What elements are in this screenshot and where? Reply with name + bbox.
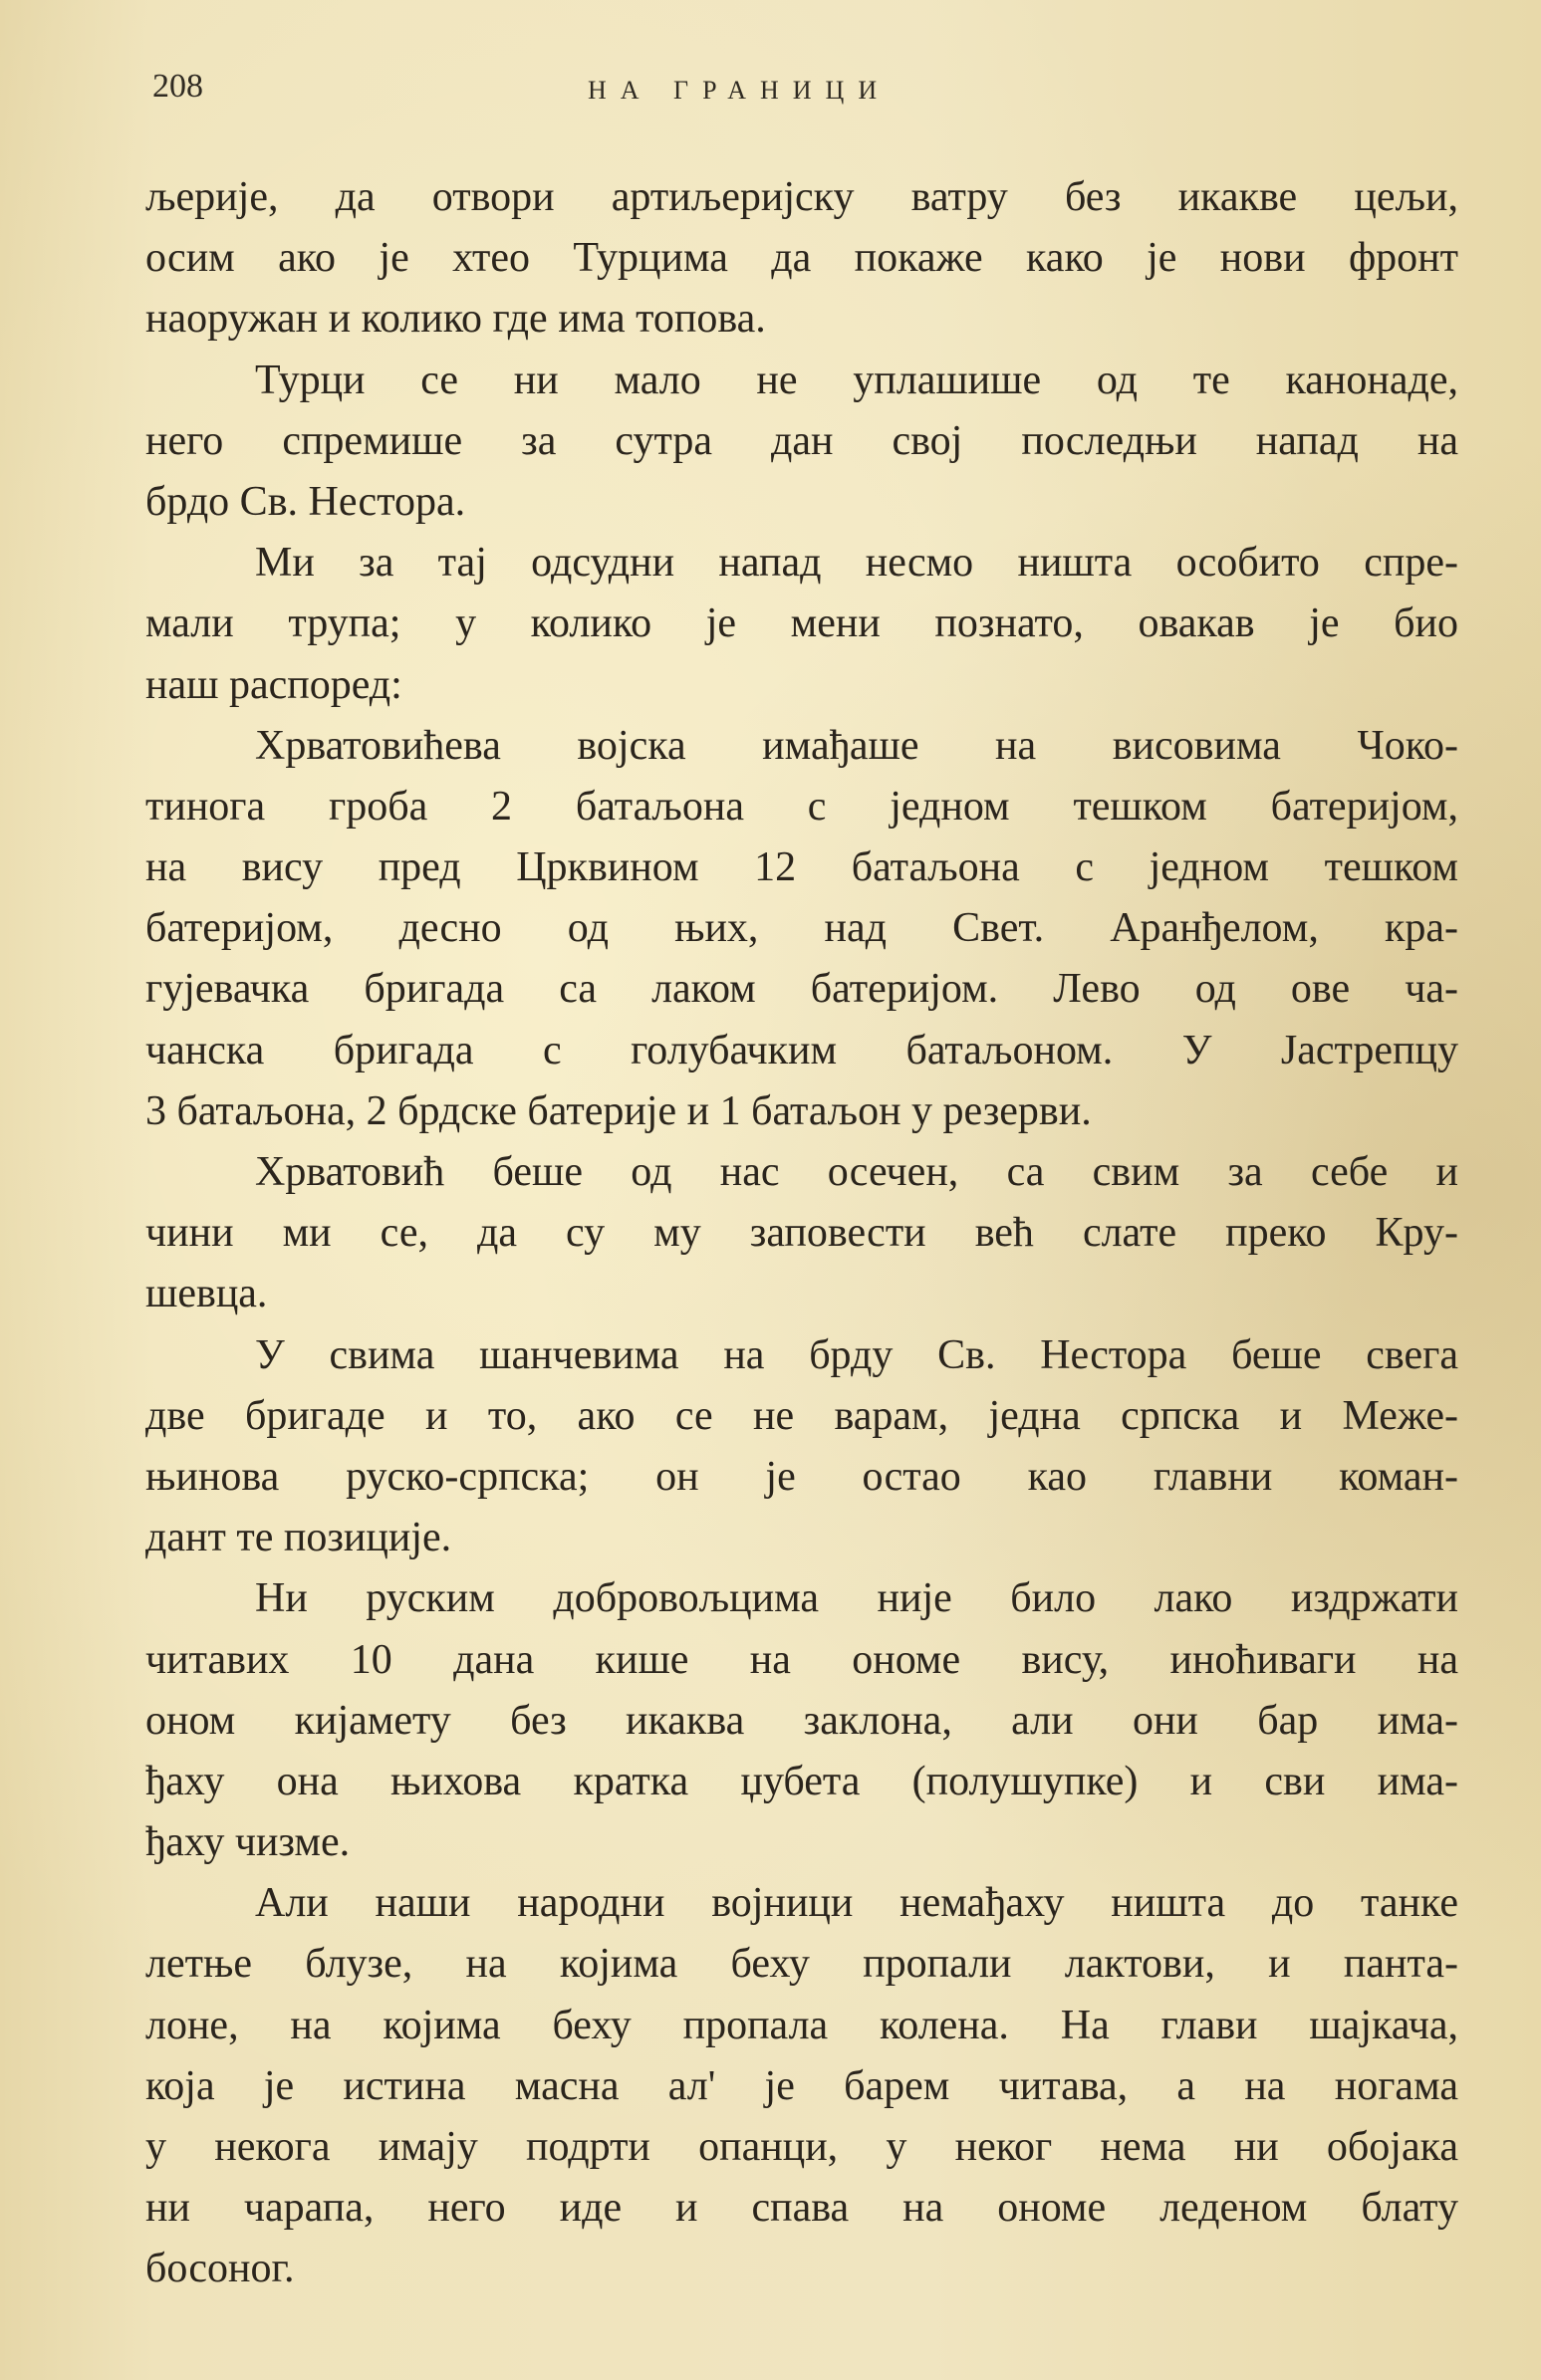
text-line: оном кијамету без икаква заклона, али они бар има- xyxy=(145,1697,1458,1744)
text-line: брдо Св. Нестора. xyxy=(145,478,466,525)
text-line: мали трупа; у колико је мени познато, овакав је био xyxy=(145,600,1458,647)
text-line: шевца. xyxy=(145,1271,268,1317)
text-line: него спремише за сутра дан свој последњи напад на xyxy=(145,417,1458,464)
text-line: ни чарапа, него иде и спава на ономе леденом блату xyxy=(145,2185,1458,2232)
text-line: љерије, да отвори артиљеријску ватру без икакве цељи, xyxy=(145,174,1458,220)
text-line: Ни руским добровољцима није било лако издржати xyxy=(255,1575,1458,1622)
page-number: 208 xyxy=(152,68,203,105)
text-line: чини ми се, да су му заповести већ слате преко Кру- xyxy=(145,1210,1458,1257)
text-line: ђаху чизме. xyxy=(145,1819,351,1866)
text-line: чанска бригада с голубачким батаљоном. У Јастрепцу xyxy=(145,1027,1458,1073)
text-line: лоне, на којима беху пропала колена. На глави шајкача, xyxy=(145,2002,1458,2048)
paragraph xyxy=(145,1568,1458,1873)
text-line: батеријом, десно од њих, над Свет. Аранђелом, кра- xyxy=(145,905,1458,952)
text-line: 3 батаљона, 2 брдске батерије и 1 батаљон у резерви. xyxy=(145,1087,1092,1134)
page-header xyxy=(149,62,1444,121)
text-line: наш распоред: xyxy=(145,661,402,708)
text-line: наоружан и колико где има топова. xyxy=(145,296,766,343)
paragraph xyxy=(145,533,1458,716)
text-line: читавих 10 дана кише на ономе вису, иноћиваги на xyxy=(145,1636,1458,1683)
paragraph xyxy=(145,1142,1458,1325)
text-line: у некога имају подрти опанци, у неког нема ни обојака xyxy=(145,2124,1458,2170)
text-line: две бригаде и то, ако се не варам, једна српска и Меже- xyxy=(145,1392,1458,1439)
text-line: босоног. xyxy=(145,2246,295,2292)
paragraph xyxy=(145,351,1458,534)
text-line: која је истина масна ал' је барем читава, а на ногама xyxy=(145,2062,1458,2109)
text-line: осим ако је хтео Турцима да покаже како је нови фронт xyxy=(145,235,1458,282)
text-line: У свима шанчевима на брду Св. Нестора беше свега xyxy=(255,1331,1458,1378)
text-line: гујевачка бригада са лаком батеријом. Лево од ове ча- xyxy=(145,966,1458,1013)
text-line: тинога гроба 2 батаљона с једном тешком батеријом, xyxy=(145,783,1458,830)
paragraph xyxy=(145,1873,1458,2299)
paragraph xyxy=(145,716,1458,1142)
text-line: Турци се ни мало не уплашише од те канонаде, xyxy=(255,357,1458,403)
text-line: летње блузе, на којима беху пропали лактови, и панта- xyxy=(145,1941,1458,1988)
text-line: Хрватовићева војска имађаше на висовима Чоко- xyxy=(255,722,1458,769)
paragraph xyxy=(145,1325,1458,1569)
text-line: ђаху она њихова кратка џубета (полушупке) и сви има- xyxy=(145,1758,1458,1804)
text-line: Хрватовић беше од нас осечен, са свим за себе и xyxy=(255,1149,1458,1195)
paragraph xyxy=(145,167,1458,351)
text-line: Ми за тај одсудни напад несмо ништа особито спре- xyxy=(255,540,1458,587)
text-line: дант те позиције. xyxy=(145,1515,452,1561)
text-line: на вису пред Црквином 12 батаљона с једном тешком xyxy=(145,844,1458,891)
text-line: Али наши народни војници немађаху ништа до танке xyxy=(255,1880,1458,1927)
running-title: НА ГРАНИЦИ xyxy=(588,76,892,105)
text-line: њинова руско-српска; он је остао као главни коман- xyxy=(145,1453,1458,1500)
text-body xyxy=(145,167,1458,2300)
